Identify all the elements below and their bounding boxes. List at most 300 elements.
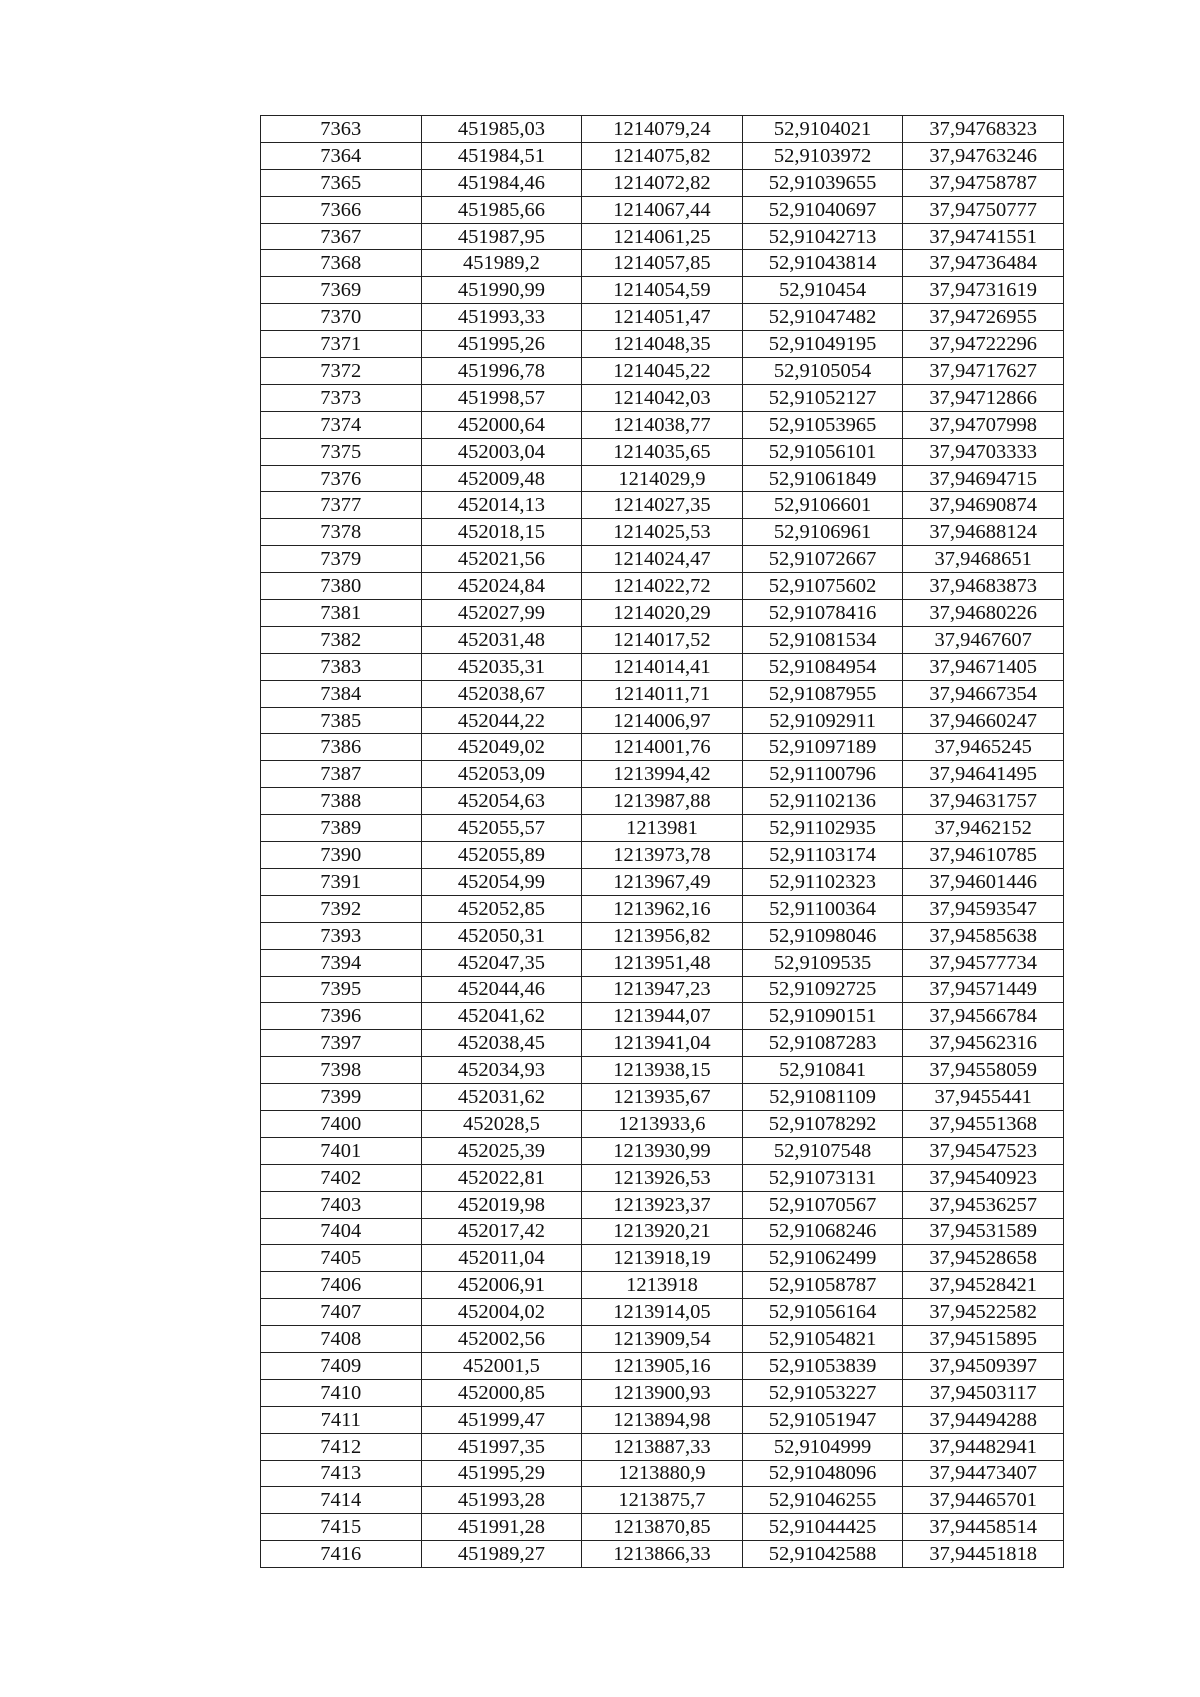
latitude-cell: 52,91051947	[742, 1406, 903, 1433]
table-row	[261, 761, 1064, 788]
longitude-cell: 37,94503117	[903, 1379, 1064, 1406]
table-row	[261, 1272, 1064, 1299]
table-row	[261, 573, 1064, 600]
point-number-cell: 7369	[261, 277, 422, 304]
y-coordinate-cell: 1213941,04	[582, 1030, 743, 1057]
y-coordinate-cell: 1213947,23	[582, 976, 743, 1003]
x-coordinate-cell: 452018,15	[421, 519, 582, 546]
table-row	[261, 842, 1064, 869]
table-row	[261, 1191, 1064, 1218]
latitude-cell: 52,910841	[742, 1057, 903, 1084]
point-number-cell: 7414	[261, 1487, 422, 1514]
point-number-cell: 7374	[261, 411, 422, 438]
y-coordinate-cell: 1213956,82	[582, 922, 743, 949]
longitude-cell: 37,94610785	[903, 842, 1064, 869]
latitude-cell: 52,91053965	[742, 411, 903, 438]
y-coordinate-cell: 1213887,33	[582, 1433, 743, 1460]
table-row	[261, 169, 1064, 196]
longitude-cell: 37,9455441	[903, 1084, 1064, 1111]
table-row	[261, 734, 1064, 761]
longitude-cell: 37,94451818	[903, 1541, 1064, 1568]
latitude-cell: 52,91047482	[742, 304, 903, 331]
point-number-cell: 7370	[261, 304, 422, 331]
point-number-cell: 7384	[261, 680, 422, 707]
latitude-cell: 52,91081109	[742, 1084, 903, 1111]
point-number-cell: 7400	[261, 1110, 422, 1137]
x-coordinate-cell: 452053,09	[421, 761, 582, 788]
y-coordinate-cell: 1213930,99	[582, 1137, 743, 1164]
latitude-cell: 52,9109535	[742, 949, 903, 976]
latitude-cell: 52,91102935	[742, 815, 903, 842]
x-coordinate-cell: 451989,27	[421, 1541, 582, 1568]
table-row	[261, 653, 1064, 680]
latitude-cell: 52,91092911	[742, 707, 903, 734]
latitude-cell: 52,91075602	[742, 573, 903, 600]
latitude-cell: 52,9105054	[742, 358, 903, 385]
x-coordinate-cell: 451993,28	[421, 1487, 582, 1514]
table-row	[261, 1137, 1064, 1164]
y-coordinate-cell: 1214079,24	[582, 116, 743, 143]
x-coordinate-cell: 452004,02	[421, 1299, 582, 1326]
x-coordinate-cell: 451984,46	[421, 169, 582, 196]
latitude-cell: 52,91061849	[742, 465, 903, 492]
table-row	[261, 438, 1064, 465]
point-number-cell: 7372	[261, 358, 422, 385]
longitude-cell: 37,94562316	[903, 1030, 1064, 1057]
longitude-cell: 37,94707998	[903, 411, 1064, 438]
point-number-cell: 7378	[261, 519, 422, 546]
table-row	[261, 1003, 1064, 1030]
y-coordinate-cell: 1213944,07	[582, 1003, 743, 1030]
x-coordinate-cell: 452000,64	[421, 411, 582, 438]
latitude-cell: 52,91078292	[742, 1110, 903, 1137]
longitude-cell: 37,94671405	[903, 653, 1064, 680]
point-number-cell: 7383	[261, 653, 422, 680]
x-coordinate-cell: 452031,48	[421, 626, 582, 653]
latitude-cell: 52,91103174	[742, 842, 903, 869]
longitude-cell: 37,94741551	[903, 223, 1064, 250]
x-coordinate-cell: 452028,5	[421, 1110, 582, 1137]
table-row	[261, 1164, 1064, 1191]
longitude-cell: 37,9467607	[903, 626, 1064, 653]
coordinates-table	[260, 115, 1064, 1568]
latitude-cell: 52,91092725	[742, 976, 903, 1003]
x-coordinate-cell: 452011,04	[421, 1245, 582, 1272]
y-coordinate-cell: 1214057,85	[582, 250, 743, 277]
longitude-cell: 37,94509397	[903, 1352, 1064, 1379]
y-coordinate-cell: 1213994,42	[582, 761, 743, 788]
latitude-cell: 52,9104021	[742, 116, 903, 143]
table-row	[261, 1084, 1064, 1111]
point-number-cell: 7392	[261, 895, 422, 922]
x-coordinate-cell: 452041,62	[421, 1003, 582, 1030]
y-coordinate-cell: 1214045,22	[582, 358, 743, 385]
y-coordinate-cell: 1213905,16	[582, 1352, 743, 1379]
point-number-cell: 7399	[261, 1084, 422, 1111]
x-coordinate-cell: 452055,89	[421, 842, 582, 869]
point-number-cell: 7411	[261, 1406, 422, 1433]
x-coordinate-cell: 452014,13	[421, 492, 582, 519]
point-number-cell: 7395	[261, 976, 422, 1003]
y-coordinate-cell: 1214014,41	[582, 653, 743, 680]
latitude-cell: 52,91100364	[742, 895, 903, 922]
point-number-cell: 7394	[261, 949, 422, 976]
longitude-cell: 37,94522582	[903, 1299, 1064, 1326]
point-number-cell: 7385	[261, 707, 422, 734]
y-coordinate-cell: 1213962,16	[582, 895, 743, 922]
x-coordinate-cell: 452021,56	[421, 546, 582, 573]
y-coordinate-cell: 1214035,65	[582, 438, 743, 465]
x-coordinate-cell: 452050,31	[421, 922, 582, 949]
table-row	[261, 411, 1064, 438]
longitude-cell: 37,94465701	[903, 1487, 1064, 1514]
latitude-cell: 52,91084954	[742, 653, 903, 680]
longitude-cell: 37,94694715	[903, 465, 1064, 492]
y-coordinate-cell: 1214075,82	[582, 142, 743, 169]
longitude-cell: 37,9462152	[903, 815, 1064, 842]
latitude-cell: 52,91054821	[742, 1326, 903, 1353]
x-coordinate-cell: 451995,26	[421, 331, 582, 358]
longitude-cell: 37,94717627	[903, 358, 1064, 385]
point-number-cell: 7365	[261, 169, 422, 196]
latitude-cell: 52,91087955	[742, 680, 903, 707]
table-row	[261, 922, 1064, 949]
latitude-cell: 52,910454	[742, 277, 903, 304]
longitude-cell: 37,94531589	[903, 1218, 1064, 1245]
latitude-cell: 52,91049195	[742, 331, 903, 358]
table-row	[261, 384, 1064, 411]
x-coordinate-cell: 451999,47	[421, 1406, 582, 1433]
longitude-cell: 37,94551368	[903, 1110, 1064, 1137]
table-row	[261, 1541, 1064, 1568]
longitude-cell: 37,9465245	[903, 734, 1064, 761]
point-number-cell: 7416	[261, 1541, 422, 1568]
point-number-cell: 7391	[261, 868, 422, 895]
x-coordinate-cell: 452017,42	[421, 1218, 582, 1245]
y-coordinate-cell: 1214006,97	[582, 707, 743, 734]
table-row	[261, 331, 1064, 358]
longitude-cell: 37,94703333	[903, 438, 1064, 465]
x-coordinate-cell: 452001,5	[421, 1352, 582, 1379]
y-coordinate-cell: 1213918,19	[582, 1245, 743, 1272]
table-row	[261, 304, 1064, 331]
longitude-cell: 37,94494288	[903, 1406, 1064, 1433]
longitude-cell: 37,94736484	[903, 250, 1064, 277]
x-coordinate-cell: 452009,48	[421, 465, 582, 492]
table-row	[261, 196, 1064, 223]
x-coordinate-cell: 451993,33	[421, 304, 582, 331]
latitude-cell: 52,9103972	[742, 142, 903, 169]
table-row	[261, 707, 1064, 734]
point-number-cell: 7403	[261, 1191, 422, 1218]
longitude-cell: 37,94558059	[903, 1057, 1064, 1084]
latitude-cell: 52,91046255	[742, 1487, 903, 1514]
x-coordinate-cell: 452031,62	[421, 1084, 582, 1111]
table-row	[261, 895, 1064, 922]
longitude-cell: 37,94726955	[903, 304, 1064, 331]
y-coordinate-cell: 1213909,54	[582, 1326, 743, 1353]
latitude-cell: 52,91048096	[742, 1460, 903, 1487]
table-row	[261, 1326, 1064, 1353]
y-coordinate-cell: 1213920,21	[582, 1218, 743, 1245]
y-coordinate-cell: 1214054,59	[582, 277, 743, 304]
latitude-cell: 52,91044425	[742, 1514, 903, 1541]
longitude-cell: 37,94768323	[903, 116, 1064, 143]
point-number-cell: 7382	[261, 626, 422, 653]
point-number-cell: 7402	[261, 1164, 422, 1191]
point-number-cell: 7406	[261, 1272, 422, 1299]
y-coordinate-cell: 1213933,6	[582, 1110, 743, 1137]
table-row	[261, 868, 1064, 895]
point-number-cell: 7412	[261, 1433, 422, 1460]
x-coordinate-cell: 451996,78	[421, 358, 582, 385]
latitude-cell: 52,91087283	[742, 1030, 903, 1057]
latitude-cell: 52,91040697	[742, 196, 903, 223]
point-number-cell: 7407	[261, 1299, 422, 1326]
table-row	[261, 1110, 1064, 1137]
latitude-cell: 52,91062499	[742, 1245, 903, 1272]
longitude-cell: 37,94631757	[903, 788, 1064, 815]
point-number-cell: 7393	[261, 922, 422, 949]
table-row	[261, 1299, 1064, 1326]
longitude-cell: 37,94540923	[903, 1164, 1064, 1191]
point-number-cell: 7413	[261, 1460, 422, 1487]
y-coordinate-cell: 1214072,82	[582, 169, 743, 196]
table-row	[261, 1057, 1064, 1084]
point-number-cell: 7366	[261, 196, 422, 223]
table-row	[261, 788, 1064, 815]
longitude-cell: 37,94482941	[903, 1433, 1064, 1460]
longitude-cell: 37,94571449	[903, 976, 1064, 1003]
x-coordinate-cell: 452038,45	[421, 1030, 582, 1057]
point-number-cell: 7396	[261, 1003, 422, 1030]
y-coordinate-cell: 1214038,77	[582, 411, 743, 438]
table-row	[261, 1218, 1064, 1245]
point-number-cell: 7380	[261, 573, 422, 600]
latitude-cell: 52,9107548	[742, 1137, 903, 1164]
table-row	[261, 600, 1064, 627]
x-coordinate-cell: 452038,67	[421, 680, 582, 707]
y-coordinate-cell: 1213894,98	[582, 1406, 743, 1433]
latitude-cell: 52,91102136	[742, 788, 903, 815]
x-coordinate-cell: 451990,99	[421, 277, 582, 304]
point-number-cell: 7376	[261, 465, 422, 492]
y-coordinate-cell: 1213987,88	[582, 788, 743, 815]
y-coordinate-cell: 1213880,9	[582, 1460, 743, 1487]
latitude-cell: 52,91070567	[742, 1191, 903, 1218]
longitude-cell: 37,94577734	[903, 949, 1064, 976]
x-coordinate-cell: 452035,31	[421, 653, 582, 680]
y-coordinate-cell: 1214024,47	[582, 546, 743, 573]
table-row	[261, 1352, 1064, 1379]
y-coordinate-cell: 1214027,35	[582, 492, 743, 519]
longitude-cell: 37,94593547	[903, 895, 1064, 922]
x-coordinate-cell: 451985,03	[421, 116, 582, 143]
point-number-cell: 7398	[261, 1057, 422, 1084]
x-coordinate-cell: 452055,57	[421, 815, 582, 842]
x-coordinate-cell: 452054,99	[421, 868, 582, 895]
table-row	[261, 1460, 1064, 1487]
y-coordinate-cell: 1213938,15	[582, 1057, 743, 1084]
y-coordinate-cell: 1213951,48	[582, 949, 743, 976]
point-number-cell: 7410	[261, 1379, 422, 1406]
point-number-cell: 7375	[261, 438, 422, 465]
point-number-cell: 7377	[261, 492, 422, 519]
latitude-cell: 52,91039655	[742, 169, 903, 196]
table-row	[261, 1245, 1064, 1272]
longitude-cell: 37,94566784	[903, 1003, 1064, 1030]
table-row	[261, 976, 1064, 1003]
point-number-cell: 7397	[261, 1030, 422, 1057]
latitude-cell: 52,91090151	[742, 1003, 903, 1030]
y-coordinate-cell: 1213866,33	[582, 1541, 743, 1568]
latitude-cell: 52,9104999	[742, 1433, 903, 1460]
table-row	[261, 1406, 1064, 1433]
point-number-cell: 7389	[261, 815, 422, 842]
y-coordinate-cell: 1213870,85	[582, 1514, 743, 1541]
table-row	[261, 680, 1064, 707]
table-row	[261, 465, 1064, 492]
longitude-cell: 37,94601446	[903, 868, 1064, 895]
latitude-cell: 52,91097189	[742, 734, 903, 761]
longitude-cell: 37,94547523	[903, 1137, 1064, 1164]
table-row	[261, 1487, 1064, 1514]
latitude-cell: 52,91042588	[742, 1541, 903, 1568]
latitude-cell: 52,91053227	[742, 1379, 903, 1406]
latitude-cell: 52,91042713	[742, 223, 903, 250]
table-row	[261, 223, 1064, 250]
y-coordinate-cell: 1214029,9	[582, 465, 743, 492]
point-number-cell: 7387	[261, 761, 422, 788]
latitude-cell: 52,91068246	[742, 1218, 903, 1245]
point-number-cell: 7409	[261, 1352, 422, 1379]
longitude-cell: 37,94712866	[903, 384, 1064, 411]
y-coordinate-cell: 1213967,49	[582, 868, 743, 895]
y-coordinate-cell: 1213923,37	[582, 1191, 743, 1218]
x-coordinate-cell: 452054,63	[421, 788, 582, 815]
x-coordinate-cell: 452049,02	[421, 734, 582, 761]
point-number-cell: 7381	[261, 600, 422, 627]
y-coordinate-cell: 1214051,47	[582, 304, 743, 331]
y-coordinate-cell: 1213973,78	[582, 842, 743, 869]
table-row	[261, 277, 1064, 304]
table-row	[261, 1433, 1064, 1460]
longitude-cell: 37,94680226	[903, 600, 1064, 627]
longitude-cell: 37,94528658	[903, 1245, 1064, 1272]
table-row	[261, 116, 1064, 143]
point-number-cell: 7386	[261, 734, 422, 761]
latitude-cell: 52,91056164	[742, 1299, 903, 1326]
longitude-cell: 37,94536257	[903, 1191, 1064, 1218]
table-row	[261, 1514, 1064, 1541]
point-number-cell: 7405	[261, 1245, 422, 1272]
x-coordinate-cell: 451989,2	[421, 250, 582, 277]
x-coordinate-cell: 451985,66	[421, 196, 582, 223]
y-coordinate-cell: 1214067,44	[582, 196, 743, 223]
y-coordinate-cell: 1214061,25	[582, 223, 743, 250]
point-number-cell: 7388	[261, 788, 422, 815]
y-coordinate-cell: 1213926,53	[582, 1164, 743, 1191]
latitude-cell: 52,9106601	[742, 492, 903, 519]
x-coordinate-cell: 452002,56	[421, 1326, 582, 1353]
x-coordinate-cell: 451998,57	[421, 384, 582, 411]
longitude-cell: 37,94528421	[903, 1272, 1064, 1299]
x-coordinate-cell: 452044,46	[421, 976, 582, 1003]
y-coordinate-cell: 1213935,67	[582, 1084, 743, 1111]
y-coordinate-cell: 1213914,05	[582, 1299, 743, 1326]
table-row	[261, 358, 1064, 385]
table-row	[261, 519, 1064, 546]
latitude-cell: 52,9106961	[742, 519, 903, 546]
point-number-cell: 7401	[261, 1137, 422, 1164]
longitude-cell: 37,94515895	[903, 1326, 1064, 1353]
point-number-cell: 7364	[261, 142, 422, 169]
longitude-cell: 37,94585638	[903, 922, 1064, 949]
table-row	[261, 492, 1064, 519]
table-row	[261, 250, 1064, 277]
point-number-cell: 7371	[261, 331, 422, 358]
table-row	[261, 1030, 1064, 1057]
longitude-cell: 37,9468651	[903, 546, 1064, 573]
table-row	[261, 546, 1064, 573]
x-coordinate-cell: 451997,35	[421, 1433, 582, 1460]
point-number-cell: 7415	[261, 1514, 422, 1541]
y-coordinate-cell: 1214017,52	[582, 626, 743, 653]
point-number-cell: 7363	[261, 116, 422, 143]
x-coordinate-cell: 452027,99	[421, 600, 582, 627]
x-coordinate-cell: 451987,95	[421, 223, 582, 250]
table-row	[261, 949, 1064, 976]
x-coordinate-cell: 452019,98	[421, 1191, 582, 1218]
x-coordinate-cell: 452052,85	[421, 895, 582, 922]
latitude-cell: 52,91043814	[742, 250, 903, 277]
table-row	[261, 626, 1064, 653]
point-number-cell: 7408	[261, 1326, 422, 1353]
y-coordinate-cell: 1213875,7	[582, 1487, 743, 1514]
longitude-cell: 37,94458514	[903, 1514, 1064, 1541]
x-coordinate-cell: 451991,28	[421, 1514, 582, 1541]
y-coordinate-cell: 1214011,71	[582, 680, 743, 707]
longitude-cell: 37,94641495	[903, 761, 1064, 788]
longitude-cell: 37,94690874	[903, 492, 1064, 519]
x-coordinate-cell: 452006,91	[421, 1272, 582, 1299]
longitude-cell: 37,94731619	[903, 277, 1064, 304]
x-coordinate-cell: 452022,81	[421, 1164, 582, 1191]
y-coordinate-cell: 1213918	[582, 1272, 743, 1299]
x-coordinate-cell: 451995,29	[421, 1460, 582, 1487]
x-coordinate-cell: 452024,84	[421, 573, 582, 600]
latitude-cell: 52,91072667	[742, 546, 903, 573]
longitude-cell: 37,94473407	[903, 1460, 1064, 1487]
y-coordinate-cell: 1213900,93	[582, 1379, 743, 1406]
point-number-cell: 7379	[261, 546, 422, 573]
y-coordinate-cell: 1214020,29	[582, 600, 743, 627]
x-coordinate-cell: 452000,85	[421, 1379, 582, 1406]
table-row	[261, 142, 1064, 169]
x-coordinate-cell: 451984,51	[421, 142, 582, 169]
longitude-cell: 37,94683873	[903, 573, 1064, 600]
coordinates-table-body	[261, 116, 1064, 1568]
latitude-cell: 52,91053839	[742, 1352, 903, 1379]
latitude-cell: 52,91100796	[742, 761, 903, 788]
longitude-cell: 37,94667354	[903, 680, 1064, 707]
latitude-cell: 52,91058787	[742, 1272, 903, 1299]
point-number-cell: 7367	[261, 223, 422, 250]
longitude-cell: 37,94758787	[903, 169, 1064, 196]
latitude-cell: 52,91102323	[742, 868, 903, 895]
point-number-cell: 7373	[261, 384, 422, 411]
longitude-cell: 37,94660247	[903, 707, 1064, 734]
